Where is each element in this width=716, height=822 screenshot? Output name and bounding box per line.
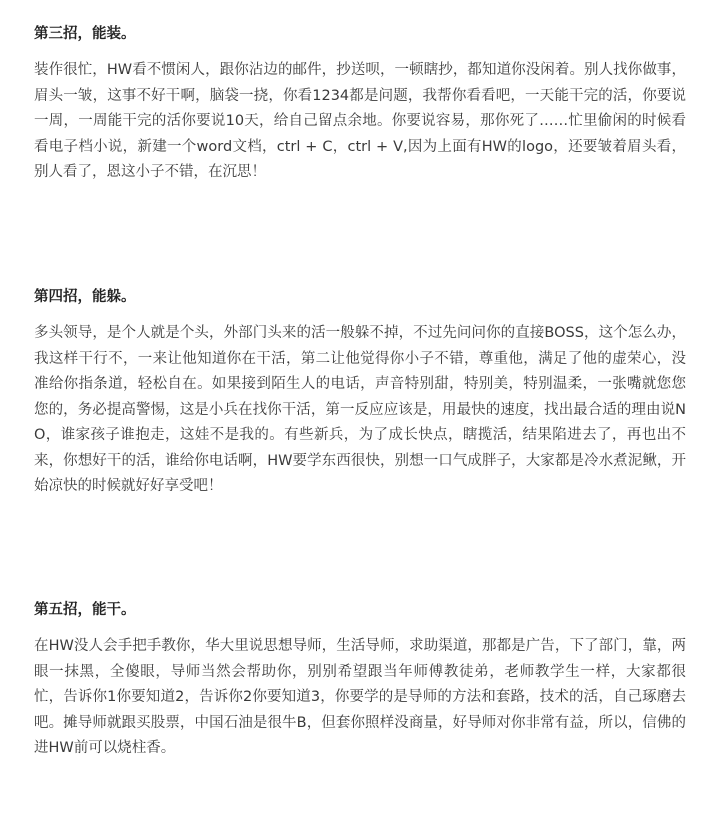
section-heading: 第三招，能装。 bbox=[34, 26, 136, 42]
section-heading: 第五招，能干。 bbox=[34, 602, 136, 618]
section-fifth-trick bbox=[34, 600, 686, 762]
section-fourth-trick bbox=[34, 287, 686, 500]
section-paragraph: 装作很忙，HW看不惯闲人，跟你沾边的邮件，抄送呗，一顿瞎抄，都知道你没闲着。别人找你做事，眉头一皱，这事不好干啊，脑袋一挠，你看1234都是问题，我帮你看看吧，一天能干完的活，你要说一周，一周能干完的活你要说10天，给自己留点余地。你要说容易，那你死了……忙里偷闲的时候看看电子档小说，新建一个word文档，ctrl + C，ctrl + V,因为上面有HW的logo，还要皱着眉头看，别人看了，恩这小子不错，在沉思！ bbox=[34, 62, 686, 180]
section-heading: 第四招，能躲。 bbox=[34, 289, 136, 305]
section-paragraph: 在HW没人会手把手教你，华大里说思想导师，生活导师，求助渠道，那都是广告，下了部门，靠，两眼一抹黑，全傻眼，导师当然会帮助你，别别希望跟当年师傅教徒弟，老师教学生一样，大家都很忙，告诉你1你要知道2，告诉你2你要知道3，你要学的是导师的方法和套路，技术的活，自己琢磨去吧。摊导师就跟买股票，中国石油是很牛B，但套你照样没商量，好导师对你非常有益，所以，信佛的进HW前可以烧柱香。 bbox=[34, 638, 686, 756]
section-third-trick bbox=[34, 24, 686, 186]
section-paragraph: 多头领导，是个人就是个头，外部门头来的活一般躲不掉，不过先问问你的直接BOSS，这个怎么办，我这样干行不，一来让他知道你在干活，第二让他觉得你小子不错，尊重他，满足了他的虚荣心，没准给你指条道，轻松自在。如果接到陌生人的电话，声音特别甜，特别美，特别温柔，一张嘴就您您您的，务必提高警惕，这是小兵在找你干活，第一反应应该是，用最快的速度，找出最合适的理由说NO，谁家孩子谁抱走，这娃不是我的。有些新兵，为了成长快点，瞎揽活，结果陷进去了，再也出不来，你想好干的活，谁给你电话啊，HW要学东西很快，别想一口气成胖子，大家都是冷水煮泥鳅，开始凉快的时候就好好享受吧！ bbox=[34, 325, 686, 494]
